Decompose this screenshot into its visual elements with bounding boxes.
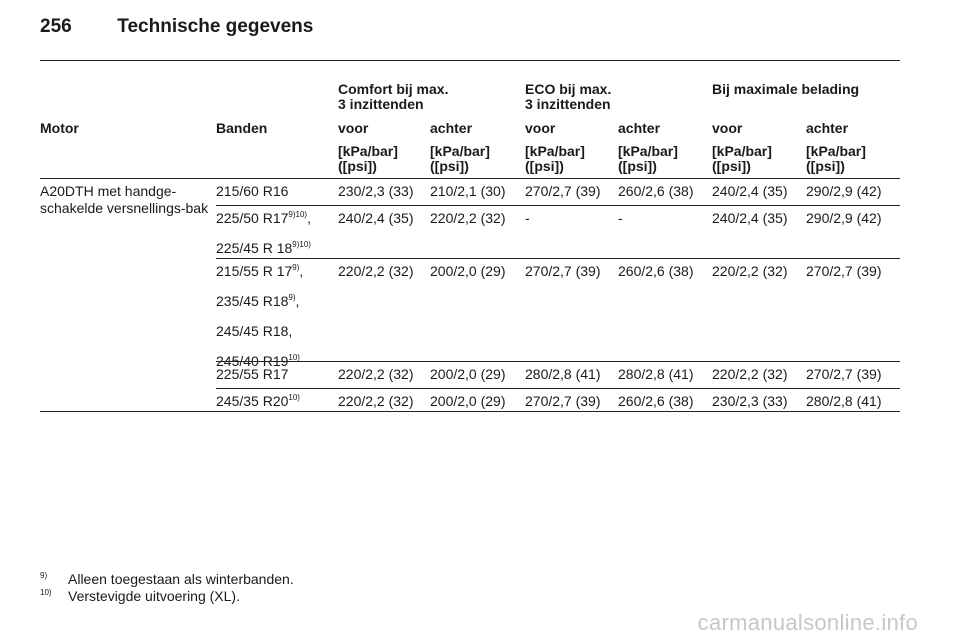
tyre-size [216,210,311,226]
unit-header [618,144,678,174]
pressure-value: 220/2,2 (32) [338,366,414,382]
unit-line: [kPa/bar] [618,143,678,159]
col-header-front: voor [525,120,556,136]
unit-line: [kPa/bar] [338,143,398,159]
tyre-size-text: 225/55 R17 [216,366,289,382]
unit-line: ([psi]) [338,158,377,174]
pressure-value: 280/2,8 (41) [806,393,882,409]
group-header-eco [525,82,611,112]
page-title: Technische gegevens [117,16,314,37]
tyre-size-text: 245/40 R19 [216,353,289,369]
separator: , [307,210,311,226]
tyre-size [216,393,300,409]
tyre-size [216,240,311,256]
separator: , [299,263,304,279]
pressure-value: 270/2,7 (39) [525,263,601,279]
col-header-front: voor [712,120,743,136]
row-rule [40,411,900,412]
pressure-value: - [525,210,530,226]
col-header-rear: achter [806,120,849,136]
pressure-value: 230/2,3 (33) [712,393,788,409]
footnote-mark: 10) [40,588,52,597]
footnote-mark: 9) [40,571,48,580]
footnote-ref: 10) [288,393,300,402]
footnote-ref: 9) [288,293,296,302]
tyre-size-text: 245/35 R20 [216,393,289,409]
pressure-value: 200/2,0 (29) [430,263,506,279]
group-header-line: 3 inzittenden [525,96,611,112]
unit-line: [kPa/bar] [430,143,490,159]
page-number: 256 [40,16,72,37]
pressure-value: 200/2,0 (29) [430,393,506,409]
footnote-ref: 9)10) [292,240,311,249]
unit-line: ([psi]) [806,158,845,174]
col-header-rear: achter [430,120,473,136]
header-rule [40,60,900,61]
row-rule [216,388,900,389]
footnote-text: Alleen toegestaan als winterbanden. [68,571,294,587]
pressure-value: 220/2,2 (32) [338,263,414,279]
pressure-value: 210/2,1 (30) [430,183,506,199]
motor-cell: A20DTH met handge-schakelde versnellings-bak [40,183,209,216]
pressure-value: 220/2,2 (32) [712,366,788,382]
pressure-value: 270/2,7 (39) [806,263,882,279]
group-header-line: 3 inzittenden [338,96,424,112]
pressure-value: 280/2,8 (41) [618,366,694,382]
pressure-value: 270/2,7 (39) [525,393,601,409]
tyre-size [216,323,292,339]
col-header-tyres: Banden [216,120,268,136]
unit-line: [kPa/bar] [712,143,772,159]
col-header-front: voor [338,120,369,136]
row-rule [216,205,900,206]
group-header-max-load [712,82,859,97]
tyre-size-text: 225/45 R 18 [216,240,293,256]
pressure-value: 220/2,2 (32) [338,393,414,409]
pressure-value: - [618,210,623,226]
group-header-line: Bij maximale belading [712,81,860,97]
pressure-value: 290/2,9 (42) [806,183,882,199]
footnote [40,571,294,588]
unit-header [338,144,398,174]
pressure-value: 280/2,8 (41) [525,366,601,382]
row-rule [216,361,900,362]
page-header [40,16,313,38]
tyre-size-text: 235/45 R18 [216,293,289,309]
unit-line: [kPa/bar] [525,143,585,159]
footnote-ref: 9) [292,263,300,272]
tyre-size-text: 225/50 R17 [216,210,289,226]
row-rule [216,258,900,259]
pressure-value: 240/2,4 (35) [338,210,414,226]
pressure-value: 240/2,4 (35) [712,210,788,226]
tyre-size [216,293,299,309]
pressure-value: 220/2,2 (32) [712,263,788,279]
pressure-value: 260/2,6 (38) [618,183,694,199]
footnote-ref: 9)10) [288,210,308,219]
footnotes [40,571,294,605]
unit-line: ([psi]) [430,158,469,174]
footnote-ref: 10) [288,353,300,362]
pressure-value: 200/2,0 (29) [430,366,506,382]
tyre-size-text: 245/45 R18, [216,323,293,339]
group-header-line: Comfort bij max. [338,81,449,97]
pressure-value: 230/2,3 (33) [338,183,414,199]
unit-line: ([psi]) [712,158,751,174]
pressure-value: 260/2,6 (38) [618,393,694,409]
unit-header [525,144,585,174]
unit-header [712,144,772,174]
col-header-rear: achter [618,120,661,136]
footnote-text: Verstevigde uitvoering (XL). [68,588,240,604]
pressure-value: 260/2,6 (38) [618,263,694,279]
unit-header [430,144,490,174]
pressure-value: 240/2,4 (35) [712,183,788,199]
col-header-motor: Motor [40,120,79,136]
separator: , [295,293,300,309]
watermark: carmanualsonline.info [697,610,918,635]
pressure-value: 290/2,9 (42) [806,210,882,226]
tyre-size [216,263,303,279]
tyre-size [216,366,288,382]
unit-header [806,144,866,174]
unit-line: ([psi]) [525,158,564,174]
group-header-comfort [338,82,448,112]
group-header-line: ECO bij max. [525,81,612,97]
footnote [40,588,294,605]
pressure-value: 270/2,7 (39) [806,366,882,382]
pressure-value: 220/2,2 (32) [430,210,506,226]
tyre-size [216,183,288,199]
unit-line: ([psi]) [618,158,657,174]
unit-line: [kPa/bar] [806,143,866,159]
tyre-size-text: 215/55 R 17 [216,263,293,279]
table-header-rule [40,178,900,179]
pressure-value: 270/2,7 (39) [525,183,601,199]
tyre-size-text: 215/60 R16 [216,183,289,199]
